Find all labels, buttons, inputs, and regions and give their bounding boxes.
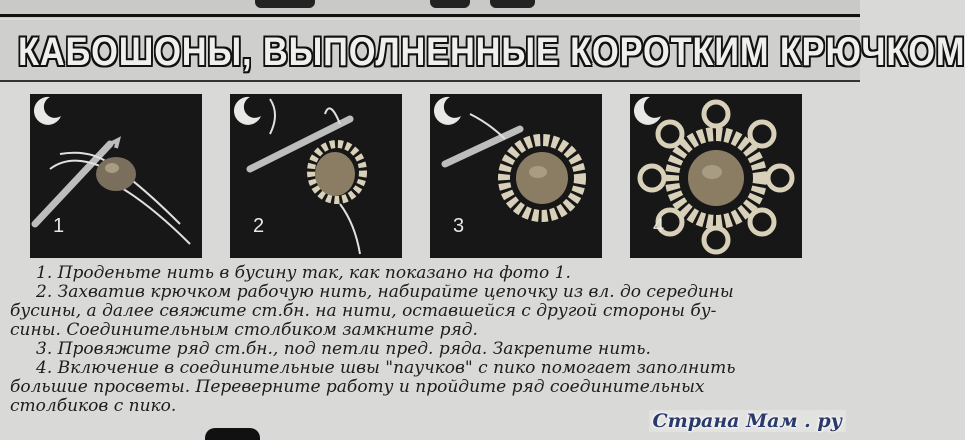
- instruction-line: 1. Проденьте нить в бусину так, как показано на фото 1.: [36, 263, 571, 283]
- step-photo-1: [30, 94, 202, 258]
- step-number: 1: [53, 215, 65, 237]
- instruction-line: большие просветы. Переверните работу и пройдите ряд соединительных: [10, 377, 705, 397]
- step-photo-2: [230, 94, 402, 258]
- instruction-line: сины. Соединительным столбиком замкните ряд.: [10, 320, 478, 340]
- moon-icon: [430, 94, 464, 128]
- step-photo-4: [630, 94, 802, 258]
- instruction-line: 4. Включение в соединительные швы "паучков" с пико помогает заполнить: [36, 358, 736, 378]
- top-strip: [0, 0, 860, 18]
- step-number: 2: [253, 215, 265, 237]
- step-number: 3: [453, 215, 465, 237]
- moon-icon: [230, 94, 264, 128]
- decoration-blob: [205, 428, 260, 440]
- decoration-blob: [255, 0, 315, 8]
- moon-icon: [630, 94, 664, 128]
- instructions: [10, 264, 860, 416]
- moon-icon: [30, 94, 64, 128]
- article-headline: КАБОШОНЫ, ВЫПОЛНЕННЫЕ КОРОТКИМ КРЮЧКОМ: [18, 30, 965, 74]
- site-watermark: Страна Мам . ру: [649, 410, 847, 432]
- step-photo-3: [430, 94, 602, 258]
- headline-rule: [0, 80, 860, 82]
- instruction-line: столбиков с пико.: [10, 396, 177, 416]
- instruction-line: бусины, а далее свяжите ст.бн. на нити, оставшейся с другой стороны бу-: [10, 301, 717, 321]
- decoration-blob: [430, 0, 470, 8]
- instruction-line: 2. Захватив крючком рабочую нить, набирайте цепочку из вл. до середины: [36, 282, 734, 302]
- step-number: 4: [653, 215, 665, 237]
- instruction-line: 3. Провяжите ряд ст.бн., под петли пред. ряда. Закрепите нить.: [36, 339, 651, 359]
- decoration-blob: [490, 0, 535, 8]
- top-rule: [0, 14, 860, 17]
